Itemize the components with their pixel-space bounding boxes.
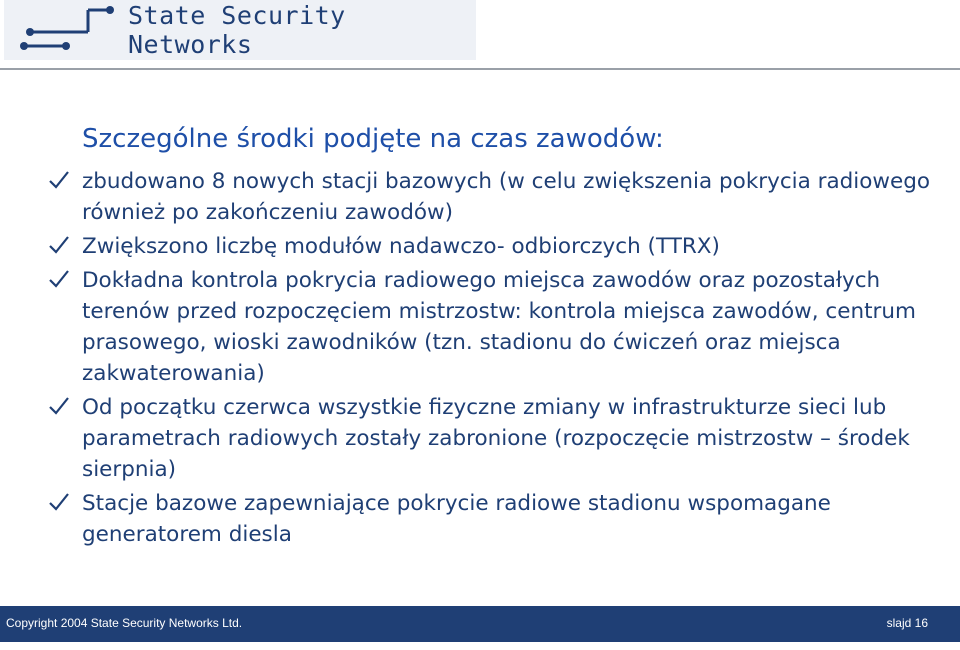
bullet-text: zbudowano 8 nowych stacji bazowych (w celu zwiększenia pokrycia radiowego również po zakończeniu zawodów) [82,169,931,225]
bullet-item [48,231,948,262]
network-logo-icon [18,2,118,54]
header [0,0,960,72]
slide-title: Szczególne środki podjęte na czas zawodów: [82,124,664,154]
bullet-item [48,166,948,228]
bullet-text: Dokładna kontrola pokrycia radiowego miejsca zawodów oraz pozostałych terenów przed rozpoczęciem mistrzostw: kontrola miejsca zawodów, centrum prasowego, wioski zawodników (tzn. stadionu do ćwiczeń oraz miejsca zakwaterowania) [82,268,916,386]
header-divider [0,68,960,70]
checkmark-icon [48,170,70,190]
brand-name: State Security Networks [128,1,346,59]
bullet-text: Zwiększono liczbę modułów nadawczo- odbiorczych (TTRX) [82,234,720,259]
slide-number: slajd 16 [886,616,928,630]
checkmark-icon [48,396,70,416]
checkmark-icon [48,492,70,512]
logo [4,0,476,60]
footer-bar [0,606,960,642]
bullet-item [48,392,948,485]
bullet-item [48,488,948,550]
checkmark-icon [48,269,70,289]
bullet-list [48,166,948,553]
bullet-item [48,265,948,389]
bullet-text: Od początku czerwca wszystkie fizyczne zmiany w infrastrukturze sieci lub parametrach radiowych zostały zabronione (rozpoczęcie mistrzostw – środek sierpnia) [82,395,910,482]
copyright-text: Copyright 2004 State Security Networks Ltd. [6,616,243,630]
checkmark-icon [48,235,70,255]
bullet-text: Stacje bazowe zapewniające pokrycie radiowe stadionu wspomagane generatorem diesla [82,491,831,547]
